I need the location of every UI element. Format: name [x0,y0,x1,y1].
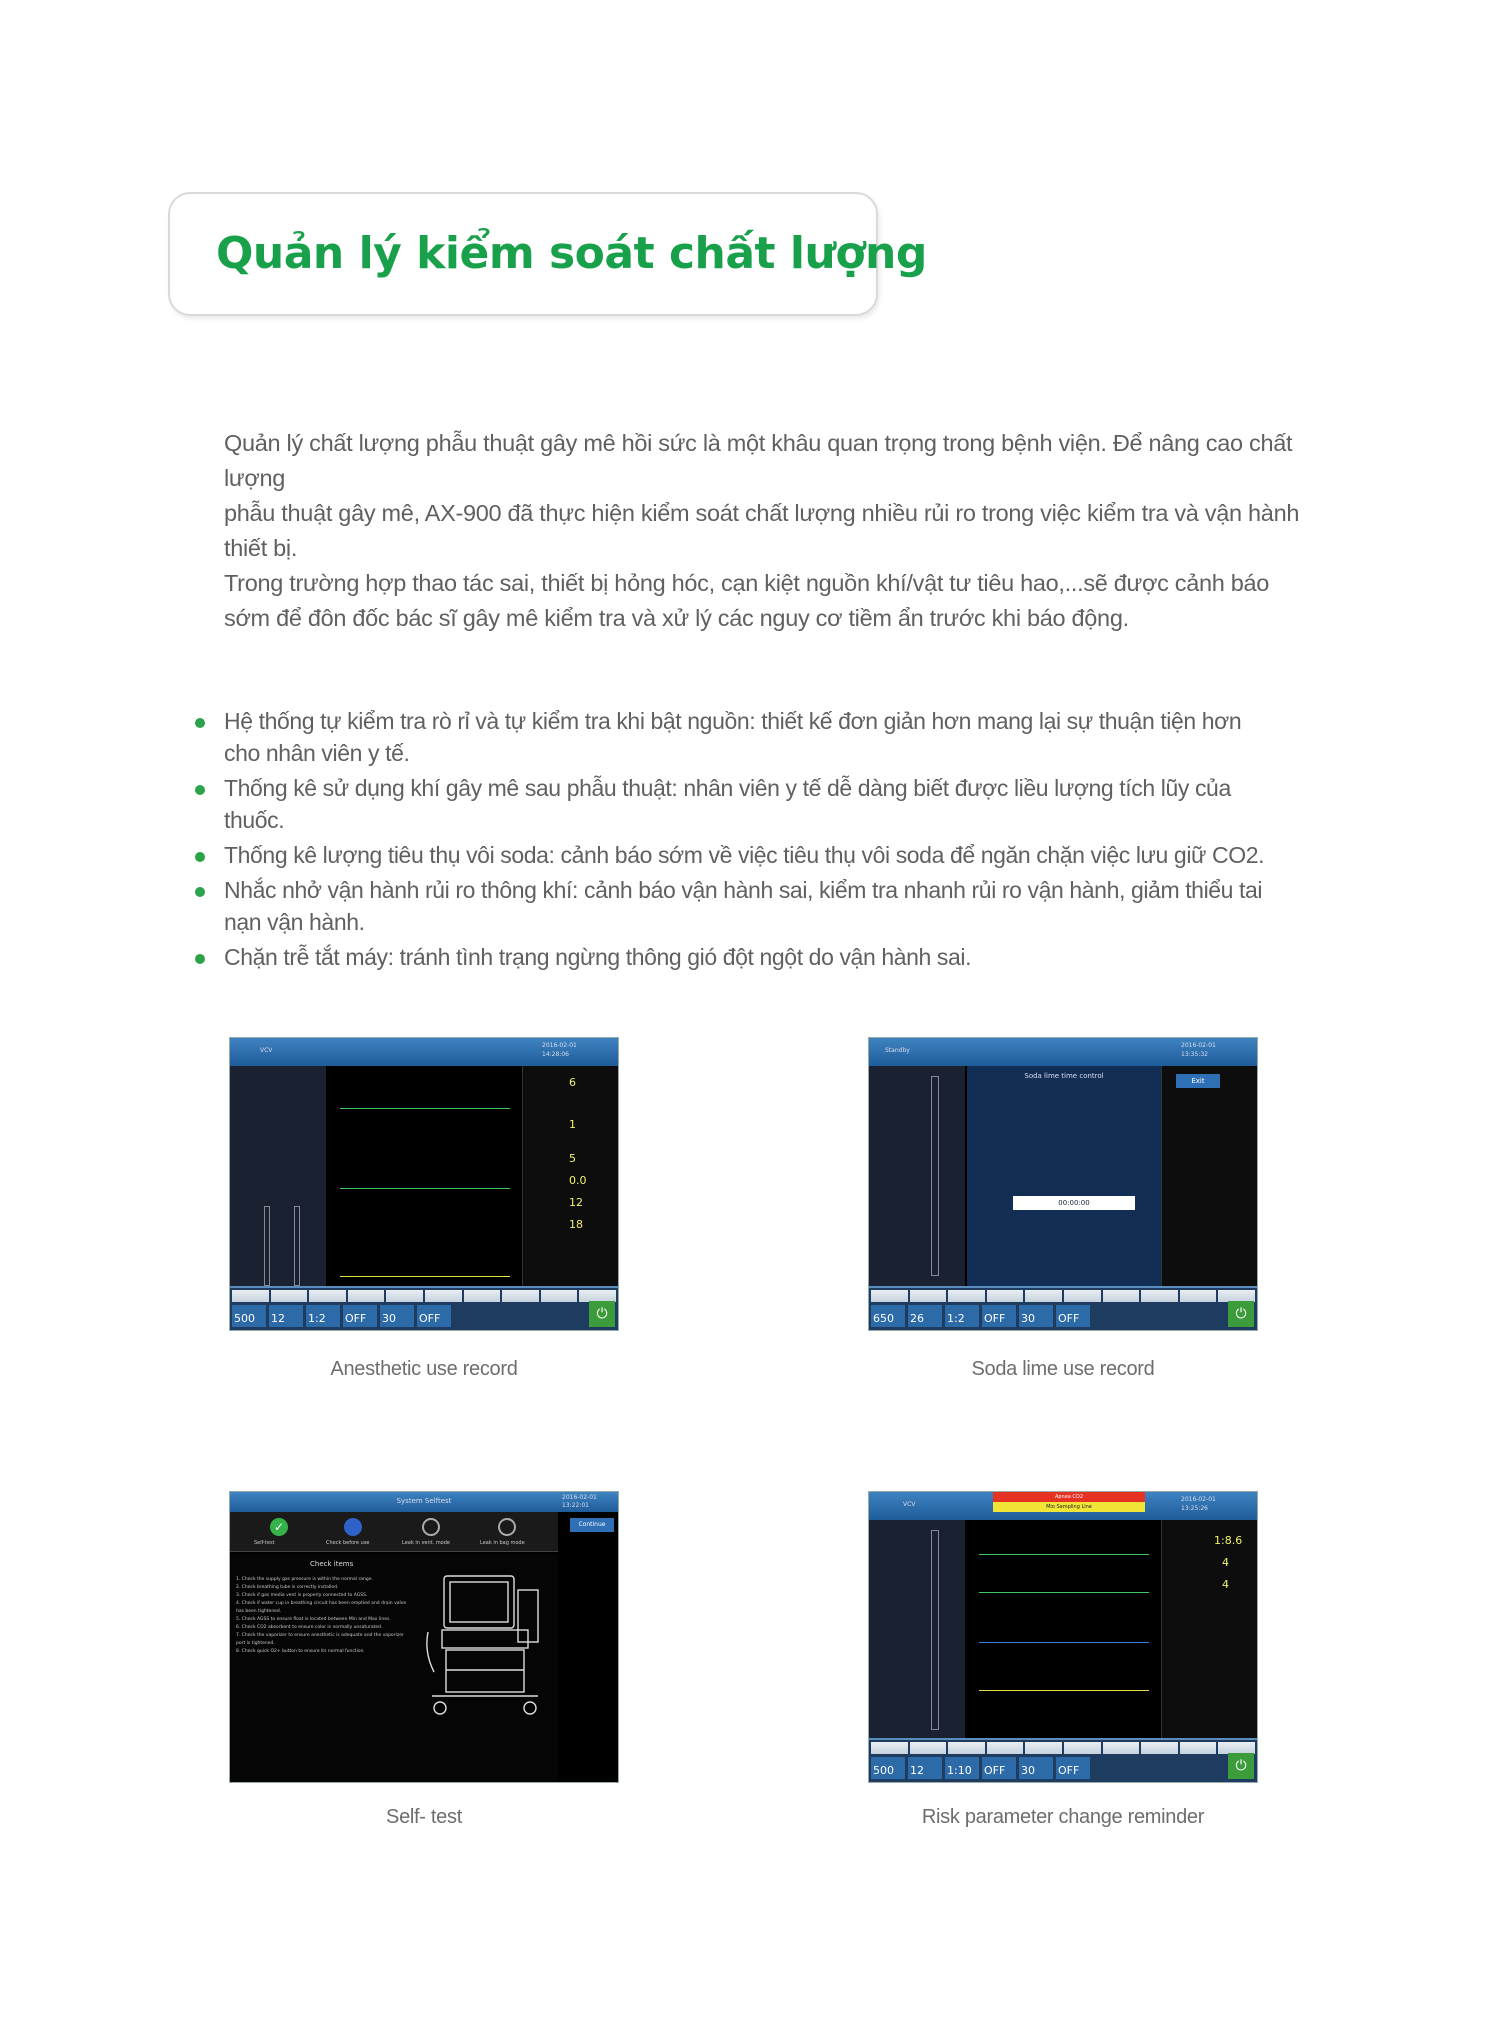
figure-caption: Anesthetic use record [330,1358,518,1380]
param-value: 12 [569,1196,583,1209]
setting-value: OFF [1056,1305,1090,1327]
title-box [168,192,927,316]
param-value: 4 [1222,1556,1229,1569]
param-value: 0.0 [569,1174,587,1187]
list-item [193,772,1283,836]
check-item: 5. Check AGSS to ensure float is located between Min and Max lines. [236,1617,391,1622]
screen-time: 13:35:32 [1181,1051,1208,1058]
param-value: 5 [569,1152,576,1165]
intro-paragraph [224,426,1334,636]
setting-value: 12 [908,1757,942,1779]
list-item-text: Thống kê lượng tiêu thụ vôi soda: cảnh báo sớm về việc tiêu thụ vôi soda để ngăn chặn việc lưu giữ CO2. [224,842,1265,868]
setting-value: 1:2 [945,1305,979,1327]
setting-value: 30 [380,1305,414,1327]
setting-value: OFF [343,1305,377,1327]
intro-line: sớm để đôn đốc bác sĩ gây mê kiểm tra và xử lý các nguy cơ tiềm ẩn trước khi báo động. [224,605,1129,631]
list-item [193,705,1283,769]
setting-value: OFF [982,1757,1016,1779]
setting-value: 650 [871,1305,905,1327]
feature-list [193,705,1283,976]
check-item: 8. Check quick O2+ button to ensure its normal function. [236,1649,365,1654]
step-complete-icon: ✓ [270,1518,288,1536]
intro-line: phẫu thuật gây mê, AX-900 đã thực hiện kiểm soát chất lượng nhiều rủi ro trong việc kiểm tra và vận hành thiết bị. [224,500,1300,561]
dialog-title: Soda lime time control [1024,1072,1104,1080]
param-value: 6 [569,1076,576,1089]
power-icon: ⏻ [1228,1301,1254,1327]
parameter-panel [1161,1520,1257,1738]
check-item: 4. Check if water cup in breathing circuit has been emptied and drain valve has been tightened. [236,1601,407,1614]
ventilation-mode: VCV [260,1047,273,1054]
setting-value: OFF [417,1305,451,1327]
check-items-heading: Check items [310,1560,354,1568]
setting-value: OFF [982,1305,1016,1327]
step-current-icon [344,1518,362,1536]
list-item-text: Nhắc nhở vận hành rủi ro thông khí: cảnh báo vận hành sai, kiểm tra nhanh rủi ro vận hành, giảm thiểu tai nạn vận hành. [224,877,1263,935]
bullet-icon [195,718,205,728]
screen-header [230,1492,618,1512]
screen-date: 2016-02-01 [542,1042,577,1049]
screen-date: 2016-02-01 [1181,1042,1216,1049]
figure-caption: Soda lime use record [971,1358,1155,1380]
screen-time: 13:25:26 [1181,1505,1208,1512]
step-label: Self-test [254,1540,275,1546]
screen-header [869,1038,1257,1066]
parameter-panel [522,1066,618,1286]
screen-header [869,1492,1257,1520]
page-title: Quản lý kiểm soát chất lượng [216,228,927,279]
bullet-icon [195,852,205,862]
screen-footer [230,1286,618,1330]
risk-parameter-reminder-screenshot [868,1491,1258,1783]
continue-button[interactable]: Continue [570,1518,614,1532]
list-item [193,839,1283,871]
list-item-text: Thống kê sử dụng khí gây mê sau phẫu thuật: nhân viên y tế dễ dàng biết được liều lượng tích lũy của thuốc. [224,775,1231,833]
setting-value: 30 [1019,1305,1053,1327]
power-icon: ⏻ [589,1301,615,1327]
soda-lime-use-record-screenshot [868,1037,1258,1331]
param-value: 18 [569,1218,583,1231]
list-item-text: Chặn trễ tắt máy: tránh tình trạng ngừng thông gió đột ngột do vận hành sai. [224,944,972,970]
screen-sidebar [869,1520,965,1738]
ventilation-mode: VCV [903,1501,916,1508]
check-item: 1. Check the supply gas pressure is within the normal range. [236,1577,373,1582]
alarm-banner-secondary: Mio Sampling Line [993,1502,1145,1512]
dialog-side-panel [1161,1066,1257,1286]
check-items-panel [230,1554,558,1782]
step-pending-icon [498,1518,516,1536]
anesthesia-machine-icon [422,1572,550,1722]
setting-value: OFF [1056,1757,1090,1779]
screen-date: 2016-02-01 [562,1494,597,1501]
setting-value: 500 [871,1757,905,1779]
power-icon: ⏻ [1228,1753,1254,1779]
step-label: Check before use [326,1540,370,1546]
list-item [193,941,1283,973]
bullet-icon [195,887,205,897]
screen-footer [869,1286,1257,1330]
ventilation-mode: Standby [885,1047,910,1054]
setting-value: 1:2 [306,1305,340,1327]
time-count-display: 00:00:00 [1013,1196,1135,1210]
check-item: 7. Check the vaporizer to ensure anesthetic is adequate and the vaporizer port is tightened. [236,1633,404,1646]
setting-value: 26 [908,1305,942,1327]
screen-header [230,1038,618,1066]
anesthetic-use-record-screenshot [229,1037,619,1331]
step-label: Leak in bag mode [480,1540,525,1546]
intro-line: Trong trường hợp thao tác sai, thiết bị hỏng hóc, cạn kiệt nguồn khí/vật tư tiêu hao,...sẽ được cảnh báo [224,570,1270,596]
figure-caption: Risk parameter change reminder [921,1806,1205,1828]
param-value: 4 [1222,1578,1229,1591]
check-item: 3. Check if gas media vent is properly connected to AGSS. [236,1593,368,1598]
selftest-progress [230,1512,558,1552]
setting-value: 30 [1019,1757,1053,1779]
setting-value: 500 [232,1305,266,1327]
check-item: 6. Check CO2 absorbent to ensure color is normally unsaturated. [236,1625,383,1630]
step-label: Leak in vent. mode [402,1540,450,1546]
screen-time: 13:22:01 [562,1502,589,1509]
check-items-list [236,1576,414,1656]
alarm-banner: Apnea CO2 [993,1492,1145,1502]
setting-value: 12 [269,1305,303,1327]
figure-caption: Self- test [386,1806,462,1828]
exit-button[interactable]: Exit [1176,1074,1220,1088]
screen-title: System Selftest [396,1497,452,1505]
screen-sidebar [230,1066,326,1286]
bullet-icon [195,954,205,964]
screen-date: 2016-02-01 [1181,1496,1216,1503]
param-value: 1 [569,1118,576,1131]
screen-time: 14:28:06 [542,1051,569,1058]
step-pending-icon [422,1518,440,1536]
check-item: 2. Check breathing tube is correctly installed. [236,1585,339,1590]
screen-sidebar [869,1066,965,1286]
intro-line: Quản lý chất lượng phẫu thuật gây mê hồi sức là một khâu quan trọng trong bệnh viện. Để nâng cao chất lượng [224,430,1293,491]
soda-lime-dialog [967,1066,1161,1286]
list-item-text: Hệ thống tự kiểm tra rò rỉ và tự kiểm tra khi bật nguồn: thiết kế đơn giản hơn mang lại sự thuận tiện hơn cho nhân viên y tế. [224,708,1242,766]
self-test-screenshot [229,1491,619,1783]
list-item [193,874,1283,938]
screen-footer [869,1738,1257,1782]
bullet-icon [195,785,205,795]
setting-value: 1:10 [945,1757,979,1779]
param-value: 1:8.6 [1214,1534,1243,1547]
